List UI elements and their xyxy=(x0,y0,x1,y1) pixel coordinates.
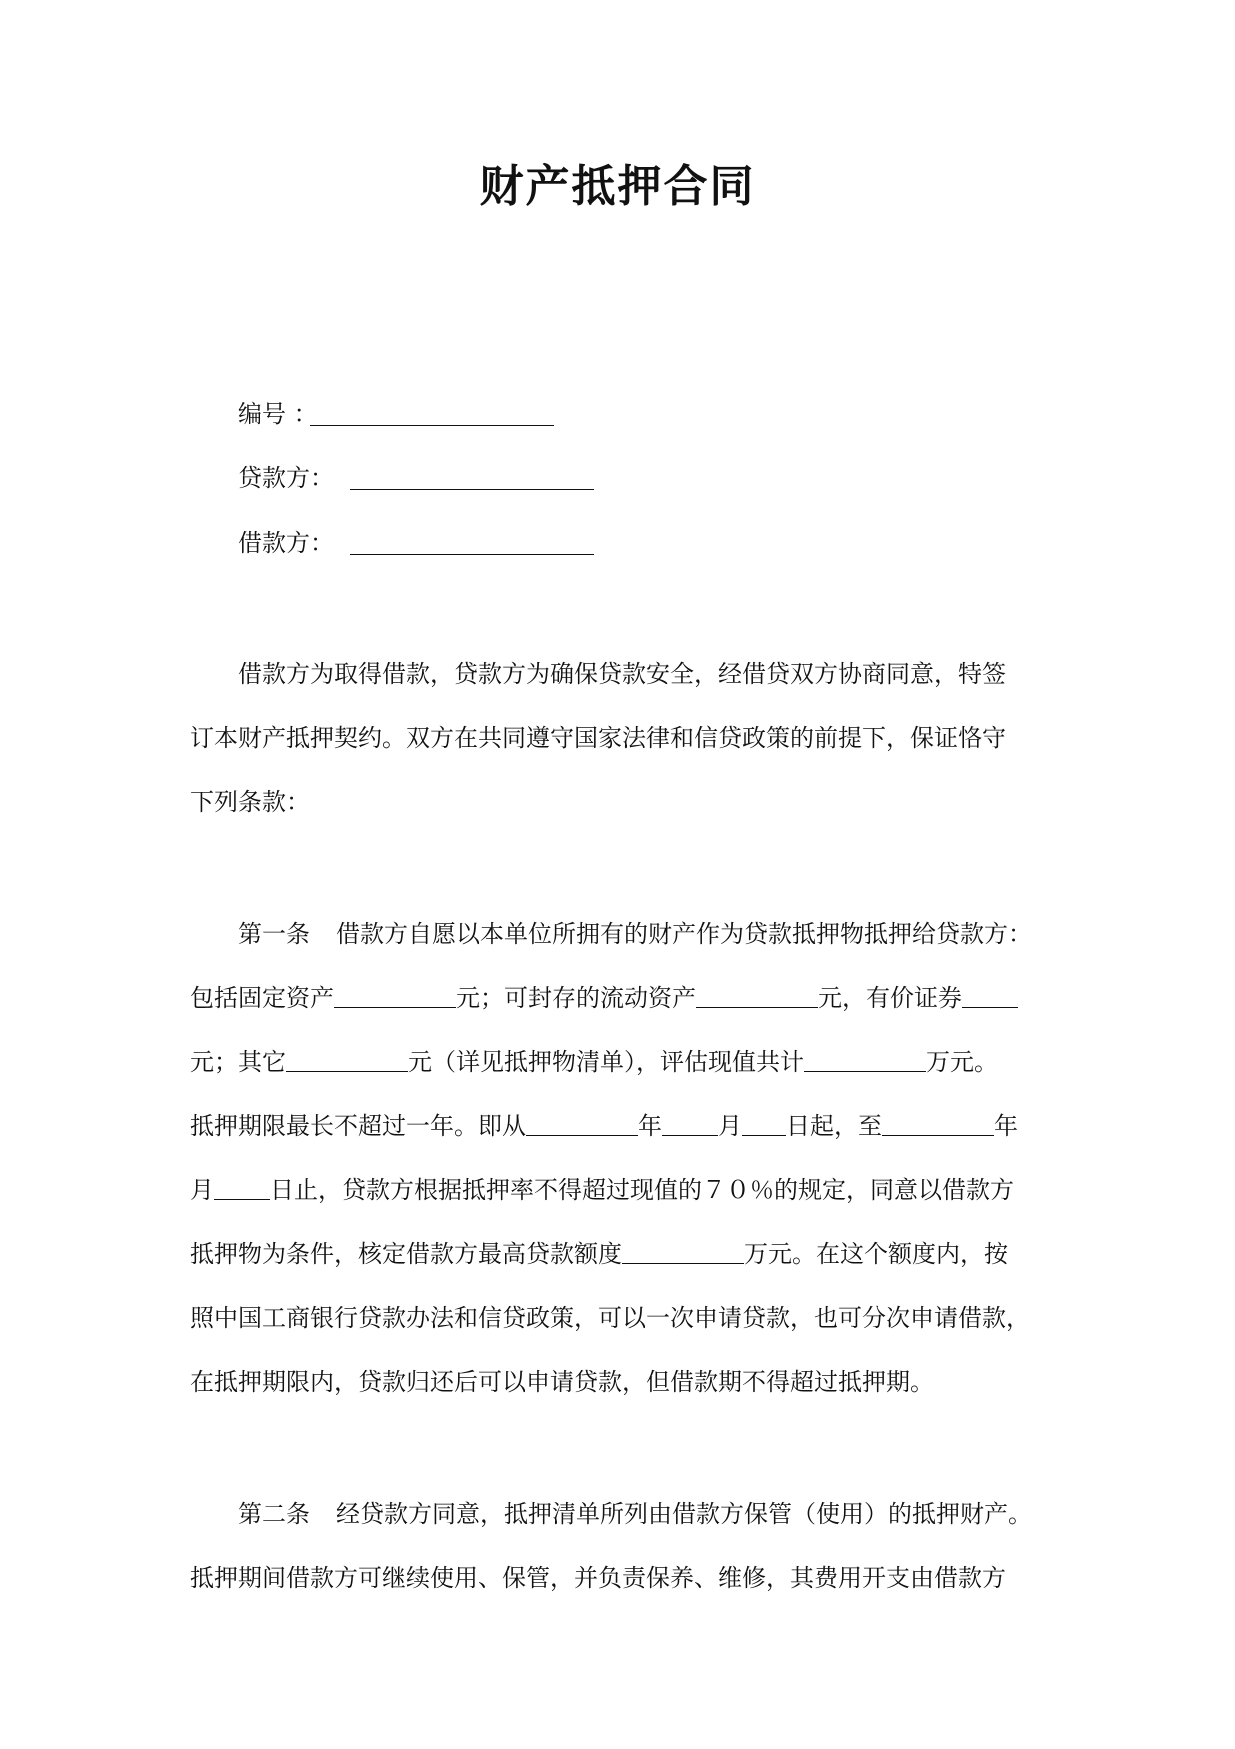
article-1-text-2a: 包括固定资产 xyxy=(190,984,334,1012)
preamble-line-1: 借款方为取得借款，贷款方为确保贷款安全，经借贷双方协商同意，特签 xyxy=(238,660,1006,688)
other-assets-blank[interactable] xyxy=(286,1045,408,1072)
borrower-label: 借款方： xyxy=(238,529,334,557)
end-year-blank[interactable] xyxy=(882,1109,994,1136)
start-day-blank[interactable] xyxy=(742,1109,786,1136)
document-title: 财产抵押合同 xyxy=(479,161,756,212)
current-assets-blank[interactable] xyxy=(696,981,818,1008)
article-1-line-3 xyxy=(190,1045,1050,1079)
article-1-text-2c: 元，有价证券 xyxy=(818,984,962,1012)
article-1-line-1 xyxy=(238,917,1050,951)
article-1-text-2b: 元；可封存的流动资产 xyxy=(456,984,696,1012)
securities-blank[interactable] xyxy=(962,981,1018,1008)
lender-field xyxy=(238,462,334,494)
article-1-line-8: 在抵押期限内，贷款归还后可以申请贷款，但借款期不得超过抵押期。 xyxy=(190,1368,934,1396)
borrower-field xyxy=(238,527,334,559)
article-1-text-4a: 抵押期限最长不超过一年。即从 xyxy=(190,1112,526,1140)
article-1-text-4b: 年 xyxy=(638,1112,662,1140)
article-1-line-6 xyxy=(190,1237,1050,1271)
article-1-line-2 xyxy=(190,981,1050,1015)
contract-number-blank[interactable] xyxy=(310,398,554,426)
article-1-text-3b: 元（详见抵押物清单），评估现值共计 xyxy=(408,1048,804,1076)
lender-blank[interactable] xyxy=(350,462,594,490)
article-1-label: 第一条 xyxy=(238,920,310,948)
article-2-line-2: 抵押期间借款方可继续使用、保管，并负责保养、维修，其费用开支由借款方 xyxy=(190,1564,1006,1592)
article-1-text-4c: 月 xyxy=(718,1112,742,1140)
preamble-line-3: 下列条款： xyxy=(190,788,310,816)
article-1-line-5 xyxy=(190,1173,1050,1207)
article-1-line-4 xyxy=(190,1109,1050,1143)
article-1-text-1: 借款方自愿以本单位所拥有的财产作为贷款抵押物抵押给贷款方： xyxy=(336,920,1032,948)
start-month-blank[interactable] xyxy=(662,1109,718,1136)
contract-number-field xyxy=(238,398,318,430)
fixed-assets-blank[interactable] xyxy=(334,981,456,1008)
lender-label: 贷款方： xyxy=(238,464,334,492)
article-1-text-6a: 抵押物为条件，核定借款方最高贷款额度 xyxy=(190,1240,622,1268)
contract-number-label: 编号 ： xyxy=(238,400,318,428)
article-1-text-4d: 日起，至 xyxy=(786,1112,882,1140)
article-1-text-5b: 日止，贷款方根据抵押率不得超过现值的７０％的规定，同意以借款方 xyxy=(270,1176,1014,1204)
appraised-value-blank[interactable] xyxy=(804,1045,926,1072)
preamble-line-2: 订本财产抵押契约。双方在共同遵守国家法律和信贷政策的前提下，保证恪守 xyxy=(190,724,1006,752)
article-2-line-1 xyxy=(238,1497,1050,1531)
article-1-text-3a: 元；其它 xyxy=(190,1048,286,1076)
start-year-blank[interactable] xyxy=(526,1109,638,1136)
borrower-blank[interactable] xyxy=(350,527,594,555)
article-2-label: 第二条 xyxy=(238,1500,310,1528)
article-1-line-7: 照中国工商银行贷款办法和信贷政策，可以一次申请贷款，也可分次申请借款， xyxy=(190,1304,1030,1332)
max-loan-blank[interactable] xyxy=(622,1237,744,1264)
article-1-text-5a: 月 xyxy=(190,1176,214,1204)
end-month-blank[interactable] xyxy=(214,1173,270,1200)
article-1-text-3c: 万元。 xyxy=(926,1048,998,1076)
article-2-text-1: 经贷款方同意，抵押清单所列由借款方保管（使用）的抵押财产。 xyxy=(336,1500,1032,1528)
article-1-text-4e: 年 xyxy=(994,1112,1018,1140)
article-1-text-6b: 万元。在这个额度内，按 xyxy=(744,1240,1008,1268)
